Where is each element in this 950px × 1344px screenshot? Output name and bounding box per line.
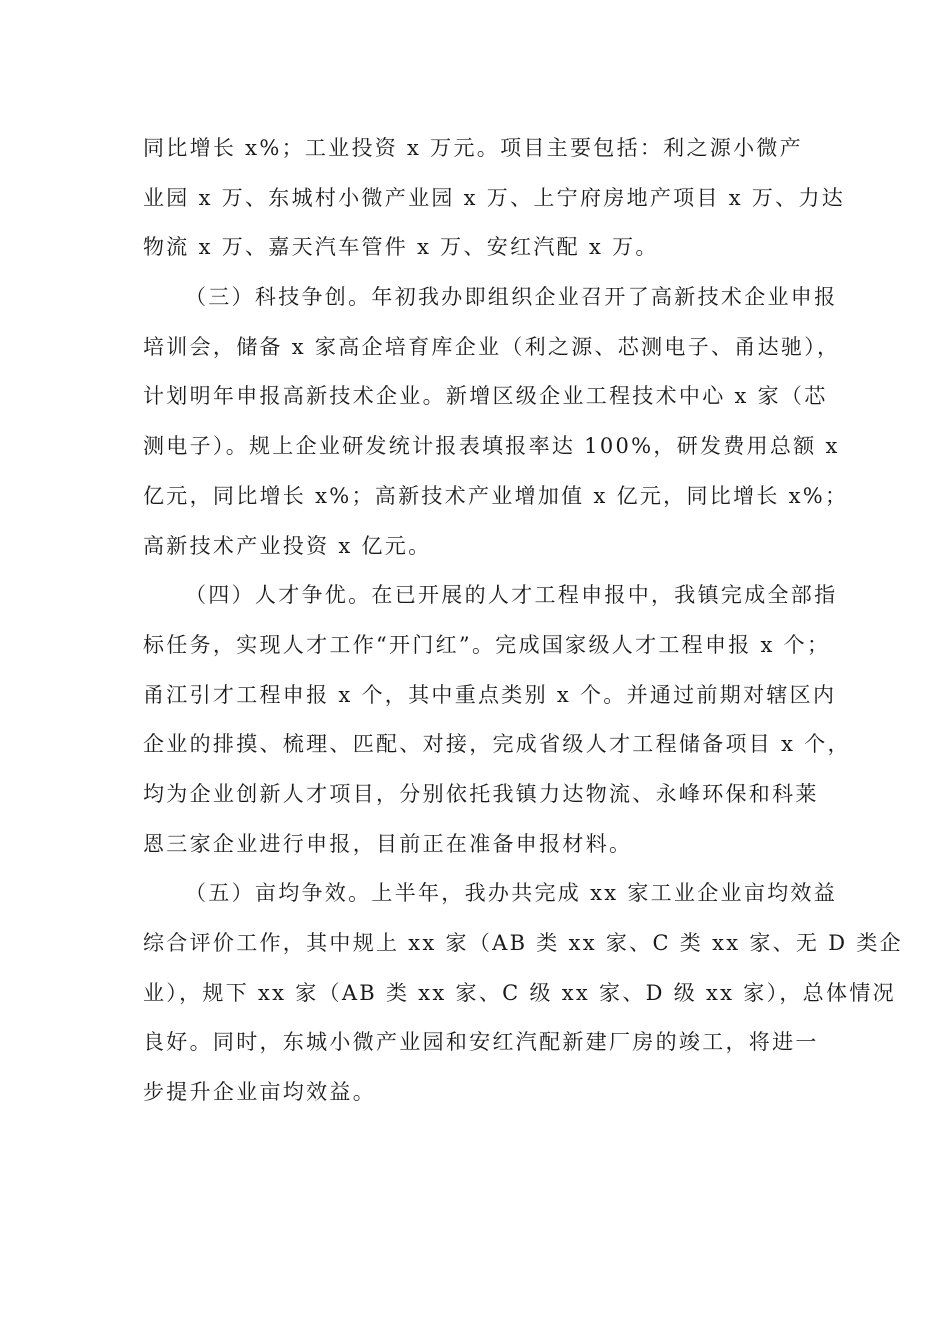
section-heading-line: （三）科技争创。年初我办即组织企业召开了高新技术企业申报 xyxy=(185,285,838,310)
text-line: 物流 x 万、嘉天汽车管件 x 万、安红汽配 x 万。 xyxy=(143,235,659,260)
text-line: 亿元，同比增长 x%；高新技术产业增加值 x 亿元，同比增长 x%； xyxy=(143,483,849,508)
text-line: 计划明年申报高新技术企业。新增区级企业工程技术中心 x 家（芯 xyxy=(143,384,828,409)
text-line: 业），规下 xx 家（AB 类 xx 家、C 级 xx 家、D 级 xx 家），总体情况 xyxy=(143,980,896,1005)
text-line: 业园 x 万、东城村小微产业园 x 万、上宁府房地产项目 x 万、力达 xyxy=(143,185,846,210)
text-line: 均为企业创新人才项目，分别依托我镇力达物流、永峰环保和科莱 xyxy=(143,781,819,806)
text-line: 同比增长 x%；工业投资 x 万元。项目主要包括：利之源小微产 xyxy=(143,136,803,160)
text-line: 培训会，储备 x 家高企培育库企业（利之源、芯测电子、甬达驰）， xyxy=(143,334,841,359)
text-line: 恩三家企业进行申报，目前正在准备申报材料。 xyxy=(143,831,633,856)
text-line: 甬江引才工程申报 x 个，其中重点类别 x 个。并通过前期对辖区内 xyxy=(143,682,837,707)
section-heading-line: （四）人才争优。在已开展的人才工程申报中，我镇完成全部指 xyxy=(185,583,838,608)
text-line: 综合评价工作，其中规上 xx 家（AB 类 xx 家、C 类 xx 家、无 D 类企 xyxy=(143,931,903,955)
text-line: 步提升企业亩均效益。 xyxy=(143,1080,376,1105)
document-body xyxy=(143,124,903,1118)
text-line: 企业的排摸、梳理、匹配、对接，完成省级人才工程储备项目 x 个， xyxy=(143,732,851,757)
text-line: 测电子）。规上企业研发统计报表填报率达 100%，研发费用总额 x xyxy=(143,434,840,459)
text-line: 高新技术产业投资 x 亿元。 xyxy=(143,533,432,558)
text-line: 标任务，实现人才工作“开门红”。完成国家级人才工程申报 x 个； xyxy=(143,632,831,657)
section-heading-line: （五）亩均争效。上半年，我办共完成 xx 家工业企业亩均效益 xyxy=(185,881,838,906)
text-line: 良好。同时，东城小微产业园和安红汽配新建厂房的竣工，将进一 xyxy=(143,1030,819,1055)
